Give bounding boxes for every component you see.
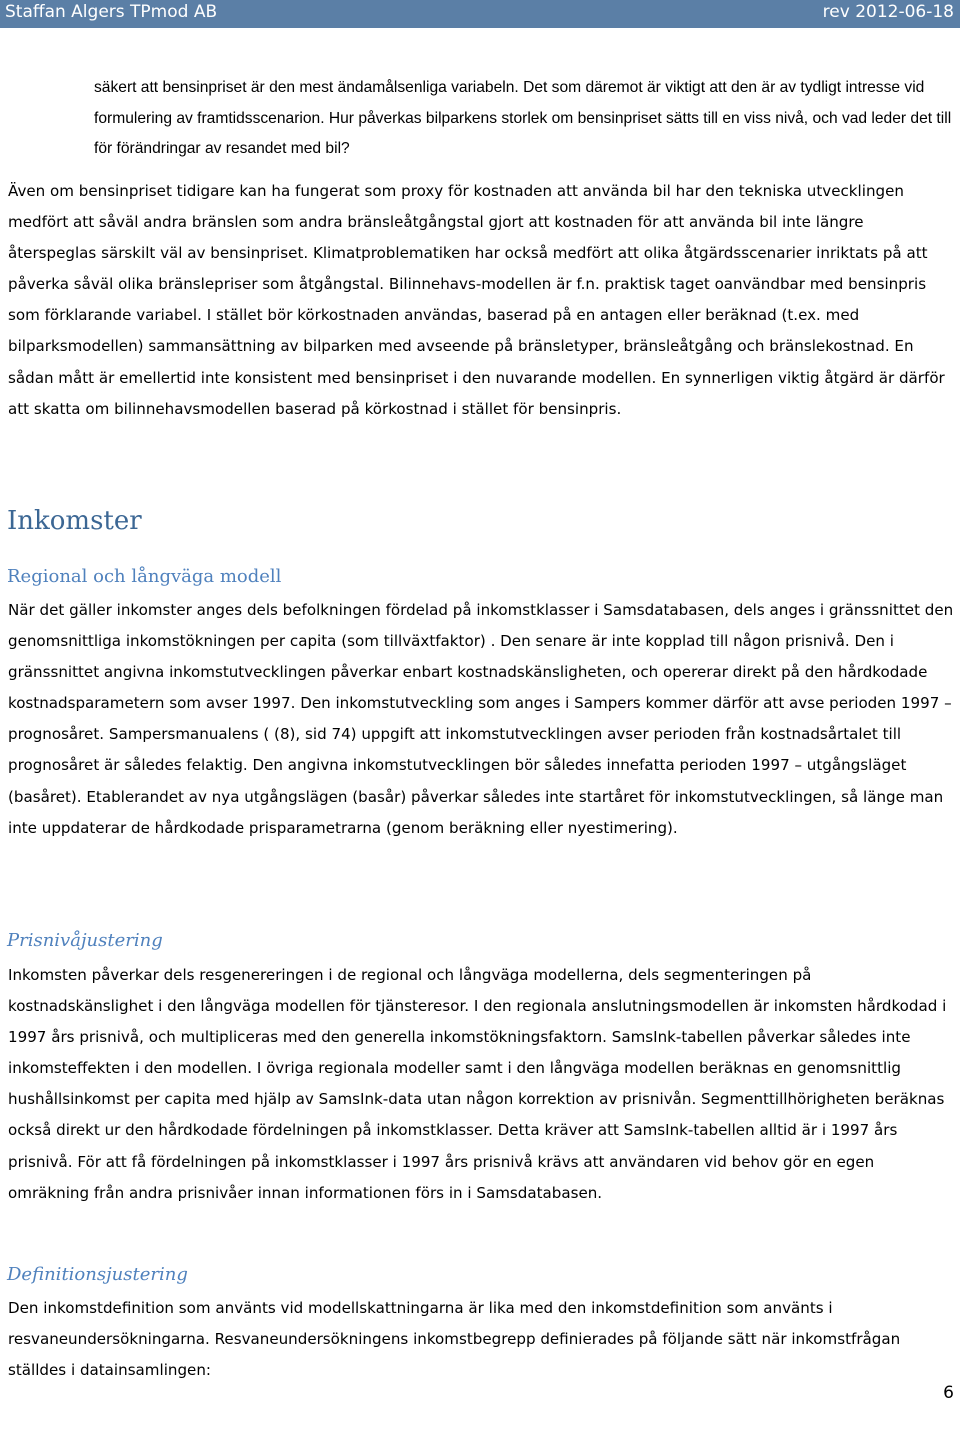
paragraph-bensinpris: Även om bensinpriset tidigare kan ha fungerat som proxy för kostnaden att använda bil har den tekniska utvecklingen medfört att såväl andra bränslen som andra bränsleåtgångstal gjort att kostnaden för att använda bil inte längre återspeglas särskilt väl av bensinpriset. Klimatproblematiken har också medfört att olika åtgärdsscenarier inriktats på att påverka såväl olika bränslepriser som åtgångstal. Bilinnehavs-modellen är f.n. praktisk taget oanvändbar med bensinpris som förklarande variabel. I stället bör körkostnaden användas, baserad på en antagen eller beräknad (t.ex. med bilparksmodellen) sammansättning av bilparken med avseende på bränsletyper, bränsleåtgång och bränslekostnad. En sådan mått är emellertid inte konsistent med bensinpriset i den nuvarande modellen. En synnerligen viktig åtgärd är därför att skatta om bilinnehavsmodellen baserad på körkostnad i stället för bensinpris. bbox=[8, 182, 945, 418]
paragraph-definitions: Den inkomstdefinition som använts vid modellskattningarna är lika med den inkomstdefinition som använts i resvaneundersökningarna. Resvaneundersökningens inkomstbegrepp definierades på följande sätt när inkomstfrågan ställdes i datainsamlingen: bbox=[8, 1299, 901, 1380]
heading-definitions: Definitionsjustering bbox=[7, 1264, 188, 1285]
header-author: Staffan Algers TPmod AB bbox=[5, 2, 218, 22]
intro-paragraph: säkert att bensinpriset är den mest ändamålsenliga variabeln. Det som däremot är viktigt att den är av tydligt intresse vid formulering av framtidsscenarion. Hur påverkas bilparkens storlek om bensinpriset sätts till en viss nivå, och vad leder det till för förändringar av resandet med bil? bbox=[94, 79, 952, 157]
paragraph-regional: När det gäller inkomster anges dels befolkningen fördelad på inkomstklasser i Samsdatabasen, dels anges i gränssnittet den genomsnittliga inkomstökningen per capita (som tillväxtfaktor) . Den senare är inte kopplad till någon prisnivå. Den i gränssnittet angivna inkomstutvecklingen påverkar enbart kostnadskänsligheten, och opererar direkt på den hårdkodade kostnadsparametern som avser 1997. Den inkomstutveckling som anges i Sampers kommer därför att avse perioden 1997 – prognosåret. Sampersmanualens ( (8), sid 74) uppgift att inkomstutvecklingen avser perioden från kostnadsårtalet till prognosåret är således felaktig. Den angivna inkomstutvecklingen bör således innefatta perioden 1997 – utgångsläget (basåret). Etablerandet av nya utgångslägen (basår) påverkar således inte startåret för inkomstutvecklingen, så länge man inte uppdaterar de hårdkodade prisparametrarna (genom beräkning eller nyestimering). bbox=[8, 601, 954, 837]
page-header bbox=[0, 0, 960, 28]
heading-regional-model: Regional och långväga modell bbox=[7, 566, 282, 587]
heading-inkomster: Inkomster bbox=[7, 506, 142, 536]
heading-prisniva: Prisnivåjustering bbox=[7, 930, 163, 951]
page-number: 6 bbox=[943, 1383, 954, 1403]
header-revision: rev 2012-06-18 bbox=[822, 2, 954, 22]
paragraph-prisniva: Inkomsten påverkar dels resgenereringen i de regional och långväga modellerna, dels segmenteringen på kostnadskänslighet i den långväga modellen för tjänsteresor. I den regionala anslutningsmodellen är inkomsten hårdkodad i 1997 års prisnivå, och multipliceras med den generella inkomstökningsfaktorn. SamsInk-tabellen påverkar således inte inkomsteffekten i den modellen. I övriga regionala modeller samt i den långväga modellen beräknas en genomsnittlig hushållsinkomst per capita med hjälp av SamsInk-data utan någon korrektion av prisnivån. Segmenttillhörigheten beräknas också direkt ur den hårdkodade fördelningen på inkomstklasser. Detta kräver att SamsInk-tabellen alltid är i 1997 års prisnivå. För att få fördelningen på inkomstklasser i 1997 års prisnivå krävs att användaren vid behov gör en egen omräkning från andra prisnivåer innan informationen förs in i Samsdatabasen. bbox=[8, 966, 947, 1202]
